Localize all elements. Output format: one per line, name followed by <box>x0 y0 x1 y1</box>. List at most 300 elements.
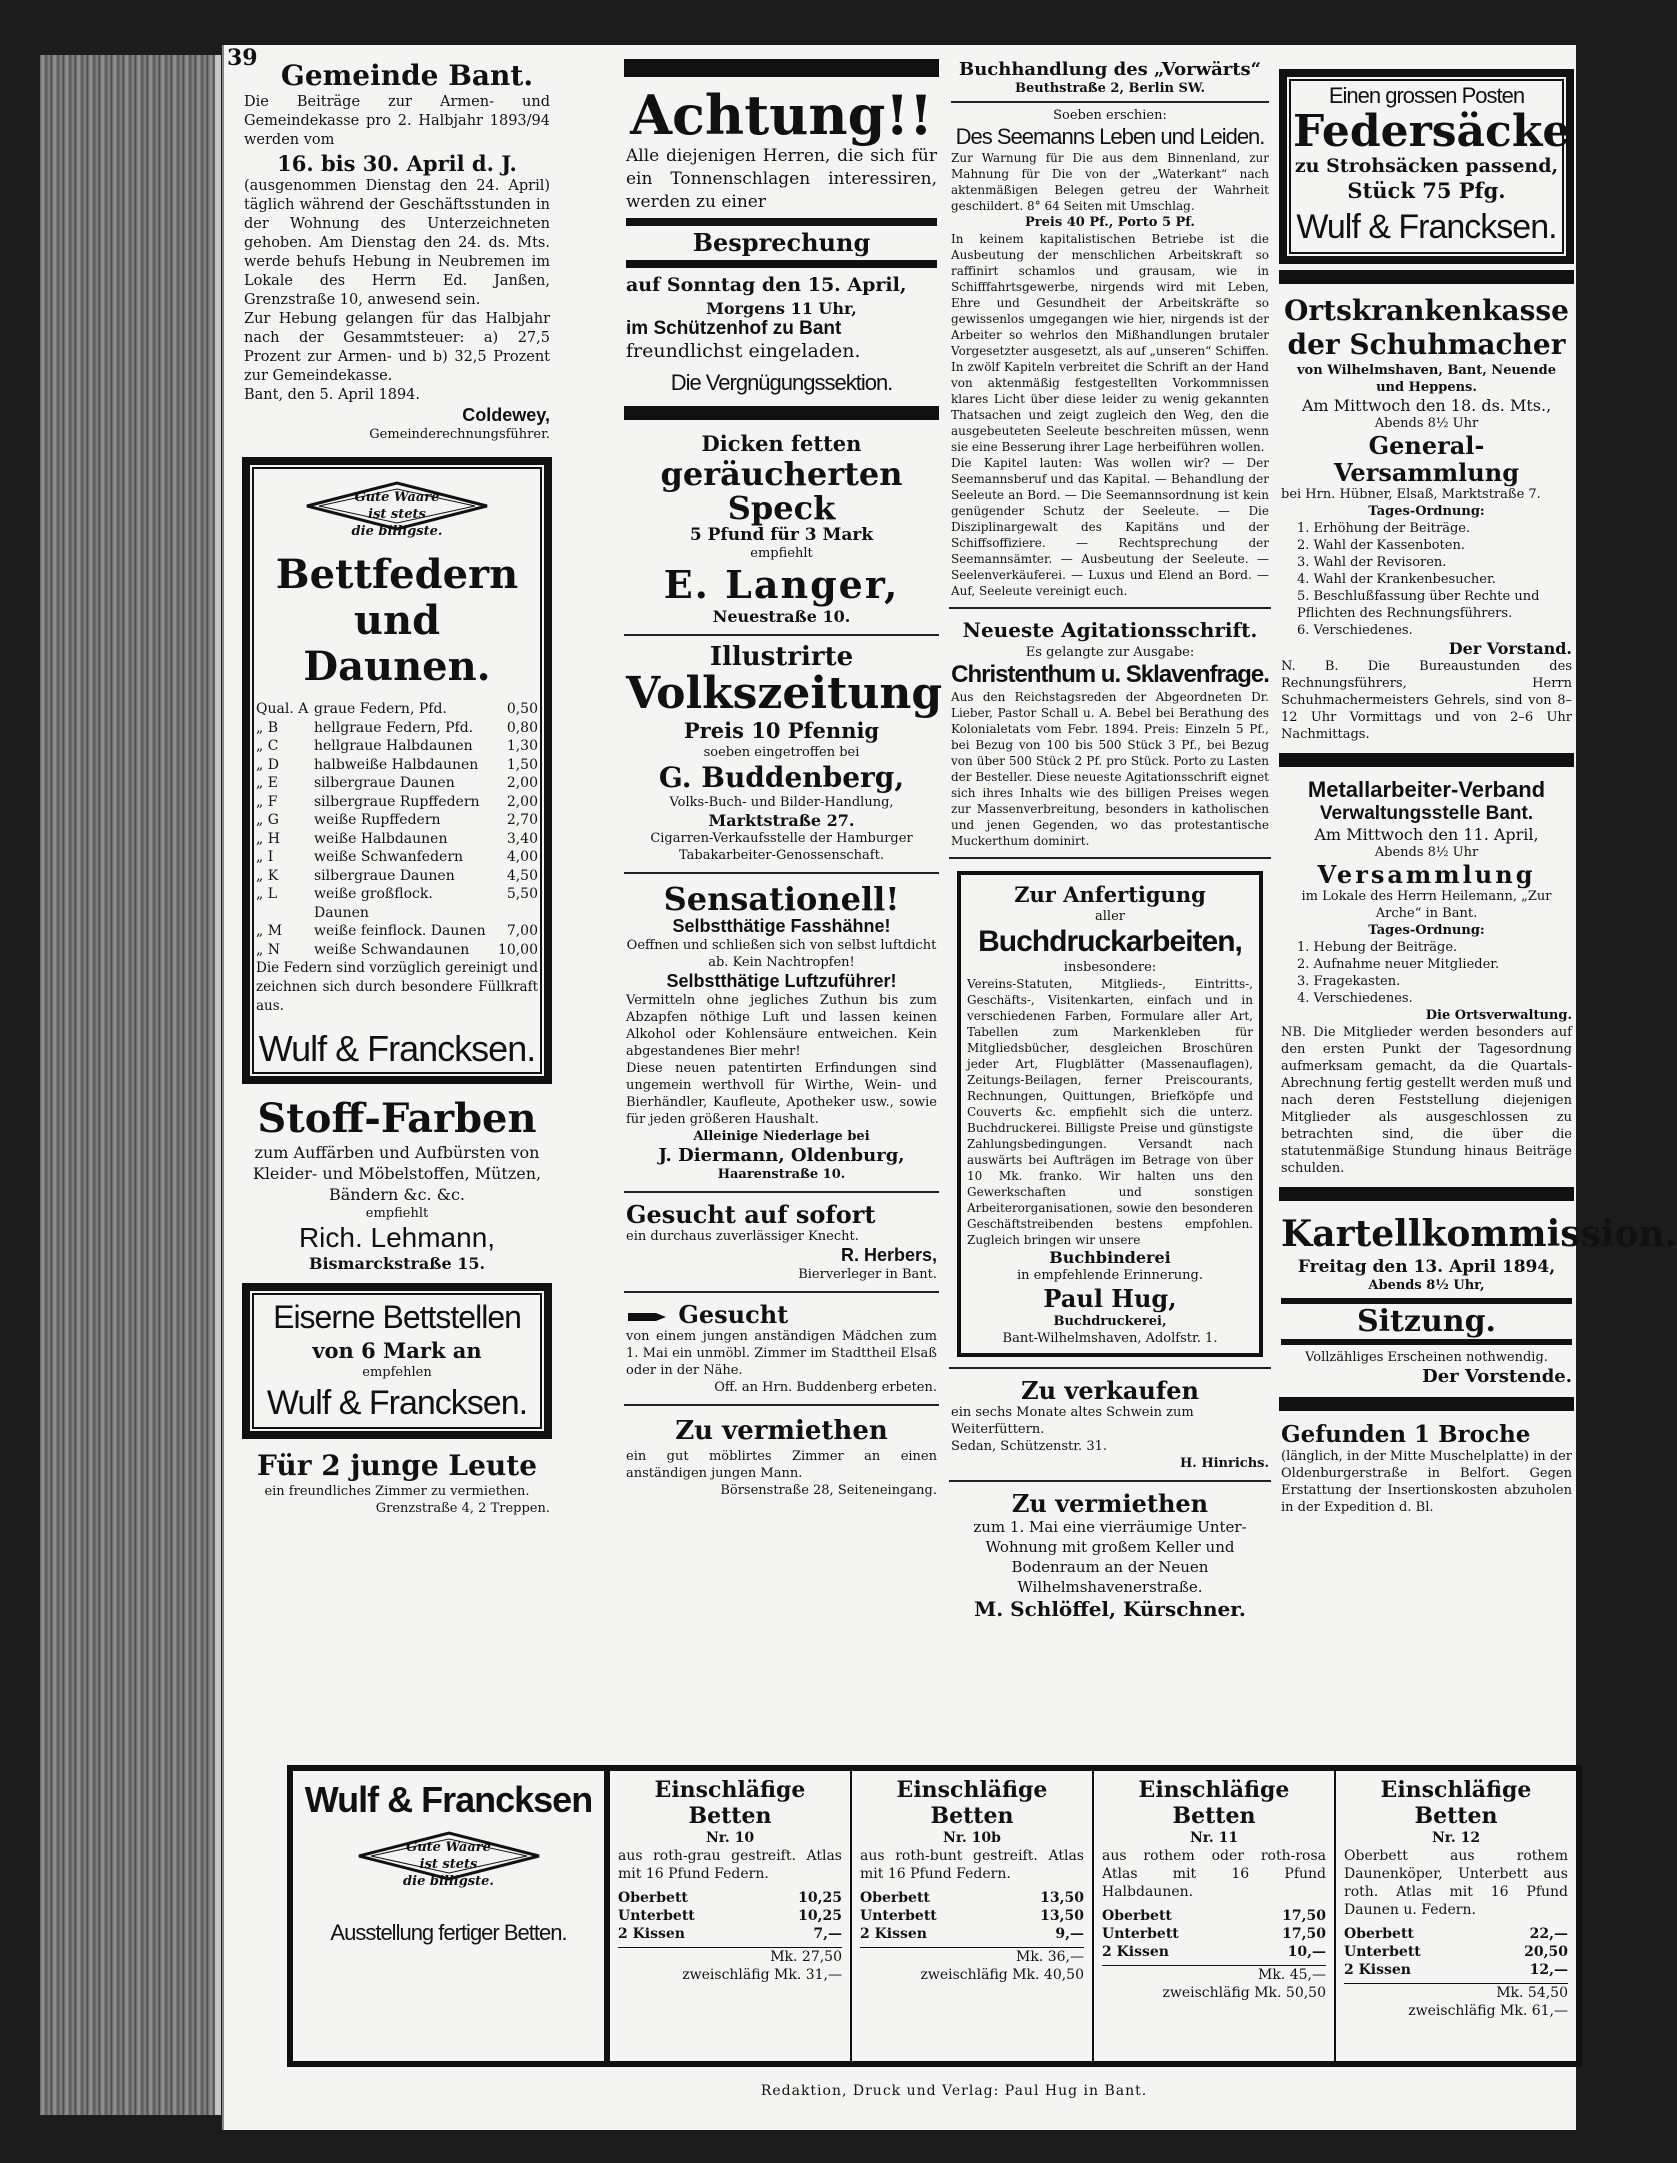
price-row-p: 2,70 <box>506 812 538 828</box>
ad-gemeinde-bant <box>242 55 552 447</box>
ad-gesucht-zimmer <box>624 1297 939 1400</box>
ad-line: Buchhandlung des „Vorwärts“ <box>958 59 1262 80</box>
divider <box>1279 1187 1574 1201</box>
ad-name: G. Buddenberg, <box>658 761 905 794</box>
logo-text: Gute Waare <box>354 490 440 505</box>
ad-text: ein durchaus zuverlässiger Knecht. <box>626 1229 859 1244</box>
ad-text: ein sechs Monate altes Schwein zum Weiterfüttern. <box>951 1405 1194 1437</box>
agenda-list <box>1281 939 1572 1007</box>
bed-item <box>1344 1925 1568 1943</box>
price-row-p: 5,50 <box>506 886 538 902</box>
ad-addr: Bant-Wilhelmshaven, Adolfstr. 1. <box>1002 1331 1218 1346</box>
agenda-item: 4. Verschiedenes. <box>1297 991 1413 1006</box>
ad-text: Die Kapitel lauten: Was wollen wir? — Der Seemannsberuf und das Kapital. — Behandlung der Seeleute an Bord. — Die Seemannsordnung ist kein genügender Schutz der Seeleute. — Die Disziplinargewalt des Kapitäns und der Schiffsoffiziere. — Rechtsprechung der Seemannsämter. — Ausbeutung der Seeleute. — Seelenverkäuferei. — Luxus und Elend an Bord. — Auf, Seeleute vereinigt euch. <box>951 456 1269 598</box>
bed-offers <box>608 1771 1576 2061</box>
ad-name: E. Langer, <box>663 562 900 607</box>
price-row-n: halbweiße Halbdaunen <box>314 756 479 773</box>
ad-addr: Börsenstraße 28, Seiteneingang. <box>720 1483 937 1498</box>
bed-item-label: 2 Kissen <box>860 1926 927 1942</box>
bed-item-label: Unterbett <box>1102 1926 1179 1942</box>
bed-item-price: 10,25 <box>798 1890 842 1906</box>
bed-item-label: Oberbett <box>860 1890 930 1906</box>
ad-title: Buchdruckarbeiten, <box>978 925 1242 958</box>
ad-text: ein gut möblirtes Zimmer an einen anständigen jungen Mann. <box>626 1449 937 1481</box>
bed-item-label: Unterbett <box>1344 1944 1421 1960</box>
ad-text: empfiehlt <box>750 546 813 561</box>
ad-where: im Schützenhof zu Bant <box>626 318 842 339</box>
bed-desc: aus roth-bunt gestreift. Atlas mit 16 Pfund Federn. <box>860 1848 1084 1882</box>
ad-invite: freundlichst eingeladen. <box>626 340 861 362</box>
divider <box>1279 270 1574 284</box>
price-row-n: weiße Schwanfedern <box>314 849 464 865</box>
price-row <box>256 700 538 719</box>
ad-name: H. Hinrichs. <box>1179 1456 1269 1471</box>
ad-addr: Marktstraße 27. <box>708 811 855 830</box>
logo-text: die billigste. <box>351 524 443 539</box>
ad-when: auf Sonntag den 15. April, <box>626 274 907 296</box>
bed-item <box>860 1925 1084 1943</box>
bed-title: Einschläfige Betten <box>654 1777 806 1829</box>
ad-text: (ausgenommen Dienstag den 24. April) täglich während der Geschäftsstunden in der Wohnung des Unterzeichneten gehoben. Am Dienstag den 24. ds. Mts. werde behufs Hebung in Neubremen im Lokale des Herrn Ed. Janßen, Grenzstraße 10, anwesend sein. <box>244 178 550 308</box>
divider <box>624 634 939 636</box>
bed-item-price: 13,50 <box>1040 1908 1084 1924</box>
ad-name: R. Herbers, <box>840 1245 937 1265</box>
agenda-item: 3. Wahl der Revisoren. <box>1297 555 1447 570</box>
bed-double <box>618 1966 842 1984</box>
agenda-item: 4. Wahl der Krankenbesucher. <box>1297 572 1496 587</box>
ad-title: Sensationell! <box>663 880 900 918</box>
bed-number: Nr. 10b <box>943 1830 1001 1846</box>
price-row-n: silbergraue Rupffedern <box>314 793 480 810</box>
ad-title: und Daunen. <box>303 597 491 690</box>
ad-title: Gesucht auf sofort <box>626 1200 876 1229</box>
bed-item-price: 13,50 <box>1040 1890 1084 1906</box>
price-row-n: graue Federn, Pfd. <box>314 701 447 717</box>
ad-where: im Lokale des Herrn Heilemann, „Zur Arche“ in Bant. <box>1301 889 1552 921</box>
bed-item-label: Oberbett <box>618 1890 688 1906</box>
ad-title: Kartellkommission. <box>1281 1213 1677 1255</box>
bed-desc: aus rothem oder roth-rosa Atlas mit 16 Pfund Halbdaunen. <box>1102 1848 1326 1900</box>
divider <box>949 607 1271 609</box>
ad-date: Bant, den 5. April 1894. <box>244 387 421 403</box>
price-row-p: 2,00 <box>506 775 538 791</box>
ad-note: NB. Die Mitglieder werden besonders auf den ersten Punkt der Tagesordnung aufmerksam gemacht, da die Quartals-Abrechnung fertig gestellt werden muß und nach deren Feststellung diejenigen Mitglieder als ausgeschlossen zu betrachten sind, die über die statutenmäßige Stundung hinaus Beiträge schulden. <box>1281 1025 1572 1176</box>
price-row-p: 0,50 <box>506 701 538 717</box>
price-row <box>256 774 538 793</box>
agenda-item: 6. Verschiedenes. <box>1297 623 1413 638</box>
ad-zu-verkaufen <box>949 1373 1271 1476</box>
logo-text: die billigste. <box>403 1874 494 1889</box>
ad-text: in empfehlende Erinnerung. <box>1017 1268 1203 1283</box>
bed-item-price: 12,— <box>1529 1962 1568 1978</box>
ad-sensationell <box>624 878 939 1187</box>
ad-text: Vereins-Statuten, Mitglieds-, Eintritts-, Geschäfts-, Visitenkarten, einfach und in verschiedenen Farben, Formulare aller Art, Tabellen zum Markenkleben für Mitgliedsbücher, desgleichen Broschüren jeder Art, Flugblätter (Massenauflagen), Zeitungs-Beilagen, ferner Preiscourants, Rechnungen, Quittungen, Briefköpfe und Couverts &c. empfiehlt sich die unterz. Buchdruckerei. Billigste Preise und günstigste Zahlungsbedingungen. Versandt nach auswärts bei Aufträgen im Betrage von über 10 Mk. franko. Wir halten uns den Gewerkschaften und sonstigen Arbeiterorganisationen, sowie den besonderen Geschäftstreibenden bestens empfohlen. Zugleich bringen wir unsere <box>967 977 1253 1247</box>
ad-when: Freitag den 13. April 1894, <box>1297 1257 1556 1277</box>
ad-title: Zu verkaufen <box>1021 1376 1199 1405</box>
ad-text: empfiehlt <box>365 1206 429 1221</box>
ad-title: Federsäcke <box>1293 106 1571 157</box>
ad-text: soeben eingetroffen bei <box>703 745 860 760</box>
ad-buchdruck <box>957 871 1263 1357</box>
ad-line: der Schuhmacher <box>1287 328 1566 361</box>
ad-gesucht-knecht <box>624 1197 939 1287</box>
ad-dates: 16. bis 30. April d. J. <box>277 151 517 176</box>
ad-title: Eiserne Bettstellen <box>273 1299 521 1335</box>
ad-text: empfehlen <box>362 1365 432 1380</box>
ad-note: N. B. Die Bureaustunden des Rechnungsführers, Herrn Schuhmachermeisters Gehrels, sind von 8–12 Uhr Vormittags und von 2–6 Uhr Nachmittags. <box>1281 659 1572 742</box>
bed-offer <box>850 1771 1092 2061</box>
imprint-footer: Redaktion, Druck und Verlag: Paul Hug in Bant. <box>760 2083 1148 2099</box>
divider <box>949 857 1271 859</box>
ad-title: Gemeinde Bant. <box>280 59 534 92</box>
ad-name: Paul Hug, <box>1043 1284 1177 1313</box>
firm-name: Wulf & Francksen. <box>266 1384 528 1422</box>
price-row-q: „ G <box>256 812 279 828</box>
ad-text: Alle diejenigen Herren, die sich für ein Tonnenschlagen interessiren, werden zu einer <box>626 146 937 212</box>
bed-item-price: 17,50 <box>1282 1908 1326 1924</box>
bed-item <box>1102 1907 1326 1925</box>
price-row-q: „ E <box>256 775 278 791</box>
ad-sitzung: Sitzung. <box>1281 1298 1572 1345</box>
bed-item-label: Unterbett <box>618 1908 695 1924</box>
ad-text: Zur Warnung für Die aus dem Binnenland, zur Mahnung für Die von der „Waterkant“ nach aktenmäßigen Belegen getreu der Wahrheit geschildert. 8° 64 Seiten mit Umschlag. <box>951 151 1269 213</box>
agenda-item: 1. Hebung der Beiträge. <box>1297 940 1458 955</box>
bed-desc: aus roth-grau gestreift. Atlas mit 16 Pfund Federn. <box>618 1848 842 1882</box>
divider <box>949 1367 1271 1369</box>
price-row-p: 2,00 <box>506 793 538 810</box>
column-4 <box>1279 55 1677 1520</box>
ad-text: zum 1. Mai eine vierräumige Unter-Wohnung mit großem Keller und Bodenraum an der Neuen Wilhelmshavenerstraße. <box>973 1518 1247 1596</box>
divider <box>1279 753 1574 767</box>
ad-price: Stück 75 Pfg. <box>1347 178 1506 203</box>
price-row <box>256 941 538 960</box>
price-row-p: 4,00 <box>506 849 538 865</box>
ad-text: Volks-Buch- und Bilder-Handlung, <box>669 795 894 810</box>
bed-double-text: zweischläfig Mk. 40,50 <box>920 1967 1084 1983</box>
price-row <box>256 793 538 812</box>
bed-double <box>1102 1984 1326 2002</box>
column-2 <box>624 55 943 1503</box>
ad-title: Des Seemanns Leben und Leiden. <box>955 124 1265 149</box>
ad-bettfedern <box>242 457 552 1084</box>
ad-text: In keinem kapitalistischen Betriebe ist die Ausbeutung der menschlichen Arbeitskraft so raffinirt schamlos und grausam, wie in Schifffahrtsgewerbe, nirgends wird mit Leben, Ehre und Gesundheit der Arbeitskräfte so gewissenlos umgegangen wie hier, nirgends ist der Arbeiter so wehrlos den Mißhandlungen brutaler Vorgesetzter ausgesetzt, als auf „unseren“ Schiffen. In zwölf Kapiteln verbreitet die Schrift an der Hand von aktenmäßig festgestellten Vorkommnissen klares Licht über diese leider zu wenig gekannten Thatsachen und zeigt zugleich den Weg, den die ausgebeuteten Seeleute beschreiten müssen, wenn sie eine Besserung ihrer Lage herbeiführen wollen. <box>951 232 1269 454</box>
ad-title: Versammlung <box>1317 860 1536 889</box>
price-row-p: 10,00 <box>497 941 538 958</box>
bed-item-label: 2 Kissen <box>1344 1962 1411 1978</box>
ad-title: Zu vermiethen <box>675 1416 888 1446</box>
price-row-p: 7,00 <box>506 923 538 939</box>
page-number: 39 <box>227 45 258 71</box>
ad-signer-role: Gemeinderechnungsführer. <box>369 427 550 442</box>
ad-sig: Der Vorstand. <box>1448 639 1572 658</box>
price-row <box>256 811 538 830</box>
price-row <box>256 830 538 849</box>
price-row-q: „ D <box>256 756 279 773</box>
ad-text: Alleinige Niederlage bei <box>693 1129 870 1144</box>
firm-name: Wulf & Francksen <box>304 1779 593 1820</box>
ad-zu-vermiethen <box>624 1410 939 1503</box>
ad-book: Christenthum u. Sklavenfrage. <box>951 661 1269 688</box>
price-list <box>256 700 538 959</box>
bed-total-text: Mk. 45,— <box>1258 1967 1326 1983</box>
price-row-q: „ H <box>256 830 280 847</box>
ad-time: Abends 8½ Uhr <box>1374 845 1479 860</box>
price-row-p: 4,50 <box>506 867 538 884</box>
bed-title: Einschläfige Betten <box>896 1777 1048 1829</box>
price-row-p: 1,30 <box>506 738 538 754</box>
ad-tag: Tages-Ordnung: <box>1368 504 1485 519</box>
ad-when: Am Mittwoch den 18. ds. Mts., <box>1301 396 1552 415</box>
bed-item <box>1344 1961 1568 1979</box>
bed-total-text: Mk. 36,— <box>1016 1949 1084 1965</box>
ad-betten-banner <box>287 1765 1582 2067</box>
logo-text: ist stets <box>419 1857 478 1872</box>
ad-bespr: Besprechung <box>626 218 937 268</box>
ad-price: Preis 40 Pf., Porto 5 Pf. <box>1025 215 1195 230</box>
divider <box>624 1291 939 1293</box>
divider <box>949 1480 1271 1482</box>
ad-line: Beuthstraße 2, Berlin SW. <box>1015 81 1205 96</box>
bed-double-text: zweischläfig Mk. 50,50 <box>1162 1985 1326 2001</box>
ad-text: Buchbinderei <box>1049 1248 1171 1267</box>
ad-kartellkommission <box>1279 1207 1677 1391</box>
ad-title: Gefunden 1 Broche <box>1281 1421 1531 1448</box>
ad-time: Morgens 11 Uhr, <box>706 299 857 318</box>
ad-tag: Tages-Ordnung: <box>1368 923 1485 938</box>
agenda-item: 1. Erhöhung der Beiträge. <box>1297 521 1471 536</box>
ad-volkszeitung <box>624 640 943 868</box>
divider <box>624 1404 939 1406</box>
bed-offer <box>1334 1771 1576 2061</box>
bed-offer <box>1092 1771 1334 2061</box>
price-row <box>256 867 538 886</box>
bed-item-label: Unterbett <box>860 1908 937 1924</box>
ad-line: zu Strohsäcken passend, <box>1294 155 1559 177</box>
bed-double <box>860 1966 1084 1984</box>
ad-line: Metallarbeiter-Verband <box>1307 777 1546 802</box>
ad-text: Zur Hebung gelangen für das Halbjahr nach der Gesammtsteuer: a) 27,5 Prozent zur Armen- und b) 32,5 Prozent zur Gemeindekasse. <box>244 311 550 384</box>
ad-title: geräucherten Speck <box>660 455 903 527</box>
bed-total <box>1102 1965 1326 1984</box>
price-row <box>256 737 538 756</box>
ad-signer: Coldewey, <box>462 405 550 425</box>
column-1 <box>242 55 552 1521</box>
ad-text: Aus den Reichstagsreden der Abgeordneten Dr. Lieber, Pastor Schall u. A. Bebel bei Berathung des Kolonialetats vom Febr. 1894. Preis: Einzeln 5 Pf., bei Bezug von 100 bis 500 Stück 3 Pf., bei Bezug von über 500 Stück 2 Pf. pro Stück. Porto zu Lasten der Besteller. Diese neueste Agitationsschrift eignet sich ihres Inhalts wie des billigen Preises wegen zur Massenverbreitung, besonders in katholischen und jenen Gegenden, wo das protestantische Muckerthum dominirt. <box>951 690 1269 848</box>
price-row-p: 1,50 <box>506 756 538 773</box>
price-row-n: weiße großflock. Daunen <box>314 886 433 921</box>
bed-item <box>618 1889 842 1907</box>
ad-speck <box>624 426 939 630</box>
price-row-n: silbergraue Daunen <box>314 867 455 884</box>
ad-text: Vollzähliges Erscheinen nothwendig. <box>1305 1350 1548 1365</box>
ad-fuer-junge-leute <box>242 1445 552 1521</box>
bed-double-text: zweischläfig Mk. 31,— <box>682 1967 842 1983</box>
ad-name: J. Diermann, Oldenburg, <box>658 1145 905 1166</box>
price-row-q: „ C <box>256 738 279 754</box>
price-row <box>256 719 538 738</box>
agenda-item: 2. Wahl der Kassenboten. <box>1297 538 1465 553</box>
ad-role: Buchdruckerei, <box>1053 1314 1167 1329</box>
price-row-n: weiße feinflock. Daunen <box>314 923 486 939</box>
ad-text: Off. an Hrn. Buddenberg erbeten. <box>714 1380 937 1395</box>
bed-total <box>1344 1983 1568 2002</box>
firm-name: Wulf & Francksen. <box>1296 208 1557 246</box>
bed-item <box>1344 1943 1568 1961</box>
price-row-p: 0,80 <box>506 719 538 736</box>
ad-line: Illustrirte <box>709 642 854 672</box>
price-row <box>256 922 538 941</box>
logo-text: ist stets <box>368 507 426 522</box>
ad-addr: Haarenstraße 10. <box>717 1167 846 1182</box>
divider <box>951 101 1269 103</box>
bed-total <box>618 1947 842 1966</box>
bed-item-label: Oberbett <box>1344 1926 1414 1942</box>
bed-double-text: zweischläfig Mk. 61,— <box>1408 2003 1568 2019</box>
ad-title: General-Versammlung <box>1334 431 1519 487</box>
price-row-n: weiße Halbdaunen <box>314 830 448 847</box>
bed-total <box>860 1947 1084 1966</box>
ad-price: Preis 10 Pfennig <box>683 718 880 743</box>
ad-line: Dicken fetten <box>701 431 862 456</box>
ad-title: Bettfedern <box>275 551 519 598</box>
agenda-list <box>1281 520 1572 639</box>
ad-line: Verwaltungsstelle Bant. <box>1319 803 1534 824</box>
logo-text: Gute Waare <box>406 1840 491 1855</box>
ad-text: (länglich, in der Mitte Muschelplatte) in der Oldenburgerstraße in Belfort. Gegen Erstattung der Insertionskosten abzuholen in der Expedition d. Bl. <box>1281 1449 1573 1515</box>
ad-title: Für 2 junge Leute <box>256 1449 538 1482</box>
bed-item-price: 22,— <box>1529 1926 1568 1942</box>
ad-achtung <box>624 81 939 400</box>
ad-sig: Der Vorstende. <box>1422 1366 1572 1387</box>
bed-item <box>1102 1943 1326 1961</box>
book-binding <box>40 55 221 2115</box>
agenda-item: 3. Fragekasten. <box>1297 974 1401 989</box>
bed-desc: Oberbett aus rothem Daunenköper, Unterbett aus roth. Atlas mit 16 Pfund Daunen u. Federn. <box>1344 1848 1568 1918</box>
price-row-n: silbergraue Daunen <box>314 775 455 791</box>
ad-text: Oeffnen und schließen sich von selbst luftdicht ab. Kein Nachtropfen! <box>626 938 937 970</box>
column-3 <box>949 55 1271 1625</box>
ad-line: Ortskrankenkasse <box>1284 294 1569 327</box>
ad-federsaecke <box>1279 69 1574 264</box>
price-row-q: Qual. A <box>256 701 309 717</box>
bed-number: Nr. 11 <box>1189 1830 1239 1846</box>
bed-item-price: 9,— <box>1055 1926 1084 1942</box>
ad-text: Cigarren-Verkaufsstelle der Hamburger Tabakarbeiter-Genossenschaft. <box>650 831 913 863</box>
divider <box>624 406 939 420</box>
bed-title: Einschläfige Betten <box>1138 1777 1290 1829</box>
ad-title: Gesucht <box>678 1300 789 1329</box>
ad-title: Volkszeitung <box>626 668 943 719</box>
ad-role: Bierverleger in Bant. <box>798 1267 937 1282</box>
price-row-n: hellgraue Halbdaunen <box>314 738 473 754</box>
ad-where: bei Hrn. Hübner, Elsaß, Marktstraße 7. <box>1281 487 1541 502</box>
ad-line: von Wilhelmshaven, Bant, Neuende und Heppens. <box>1297 363 1556 395</box>
agenda-item: 2. Aufnahme neuer Mitglieder. <box>1297 957 1500 972</box>
ad-text: Es gelangte zur Ausgabe: <box>1025 645 1195 660</box>
pointing-hand-icon <box>626 1307 670 1327</box>
ad-text: ein freundliches Zimmer zu vermiethen. <box>264 1484 530 1499</box>
ad-price: von 6 Mark an <box>312 1338 482 1363</box>
price-row <box>256 885 538 922</box>
ad-text: Vermitteln ohne jegliches Zuthun bis zum Abzapfen nöthige Luft und lassen keinen Alkohol oder Kohlensäure entweichen. Kein abgestandenes Bier mehr! <box>626 993 937 1059</box>
bed-number: Nr. 10 <box>705 1830 755 1846</box>
price-row-q: „ N <box>256 941 280 958</box>
price-row-p: 3,40 <box>506 830 538 847</box>
price-row-n: weiße Schwandaunen <box>314 941 470 958</box>
ad-addr: Grenzstraße 4, 2 Treppen. <box>375 1501 550 1516</box>
ad-price: 5 Pfund für 3 Mark <box>689 525 874 545</box>
ad-gefunden <box>1279 1417 1574 1520</box>
ad-text: zum Auffärben und Aufbürsten von Kleider- und Möbelstoffen, Mützen, Bändern &c. &c. <box>252 1143 542 1204</box>
price-row-q: „ K <box>256 867 279 884</box>
price-row-q: „ L <box>256 886 277 902</box>
divider <box>1279 1397 1574 1411</box>
ad-when: Am Mittwoch den 11. April, <box>1314 825 1539 844</box>
ad-zu-vermiethen-2 <box>949 1486 1271 1625</box>
bed-item <box>860 1907 1084 1925</box>
bed-item-price: 17,50 <box>1282 1926 1326 1942</box>
bed-item-price: 20,50 <box>1524 1944 1568 1960</box>
bed-number: Nr. 12 <box>1431 1830 1481 1846</box>
bed-item <box>860 1889 1084 1907</box>
ad-stoff-farben <box>242 1092 552 1277</box>
ad-time: Abends 8½ Uhr, <box>1368 1278 1485 1293</box>
price-row <box>256 848 538 867</box>
ad-vorwaerts <box>949 55 1271 603</box>
ad-time: Abends 8½ Uhr <box>1374 416 1479 431</box>
agenda-item: 5. Beschlußfassung über Rechte und Pflichten des Rechnungsführers. <box>1297 589 1540 621</box>
ad-title: Achtung!! <box>630 83 933 147</box>
ad-agitation <box>949 613 1271 853</box>
bed-item <box>1102 1925 1326 1943</box>
bed-item <box>618 1925 842 1943</box>
ad-line: Zur Anfertigung <box>1014 882 1206 907</box>
bed-offer <box>608 1771 850 2061</box>
ad-head: Selbstthätige Fasshähne! <box>672 916 891 936</box>
bed-total-text: Mk. 27,50 <box>770 1949 842 1965</box>
ad-title: Stoff-Farben <box>257 1095 537 1142</box>
price-row-n: weiße Rupffedern <box>314 812 441 828</box>
banner-logo <box>293 1771 608 2061</box>
price-row-q: „ I <box>256 849 274 865</box>
ad-text: von einem jungen anständigen Mädchen zum 1. Mai ein unmöbl. Zimmer im Stadttheil Elsaß oder in der Nähe. <box>626 1329 937 1378</box>
ad-note: Die Federn sind vorzüglich gereinigt und zeichnen sich durch besondere Füllkraft aus. <box>256 960 538 1014</box>
price-row-q: „ B <box>256 719 278 736</box>
price-row-q: „ F <box>256 793 278 810</box>
price-row <box>256 756 538 775</box>
bed-item-label: 2 Kissen <box>1102 1944 1169 1960</box>
ad-name: Rich. Lehmann, <box>298 1222 496 1253</box>
ad-eiserne-bettstellen <box>242 1283 552 1439</box>
ad-head: Selbstthätige Luftzuführer! <box>666 971 897 991</box>
ad-ortskrankenkasse <box>1279 290 1574 747</box>
bed-item-price: 7,— <box>813 1926 842 1942</box>
ad-text: Soeben erschien: <box>1053 108 1167 123</box>
ad-sig: Die Vergnügungssektion. <box>670 370 893 395</box>
bed-double <box>1344 2002 1568 2020</box>
divider <box>624 1191 939 1193</box>
ad-addr: Sedan, Schützenstr. 31. <box>951 1439 1107 1454</box>
bed-title: Einschläfige Betten <box>1380 1777 1532 1829</box>
bed-item-label: Oberbett <box>1102 1908 1172 1924</box>
ad-title: Neueste Agitationsschrift. <box>962 618 1258 642</box>
divider <box>624 59 939 77</box>
ad-name: M. Schlöffel, Kürschner. <box>974 1597 1246 1621</box>
bed-total-text: Mk. 54,50 <box>1496 1985 1568 2001</box>
ad-text: Die Beiträge zur Armen- und Gemeindekasse pro 2. Halbjahr 1893/94 werden vom <box>244 94 550 148</box>
bed-item-price: 10,— <box>1287 1944 1326 1960</box>
bed-item-price: 10,25 <box>798 1908 842 1924</box>
